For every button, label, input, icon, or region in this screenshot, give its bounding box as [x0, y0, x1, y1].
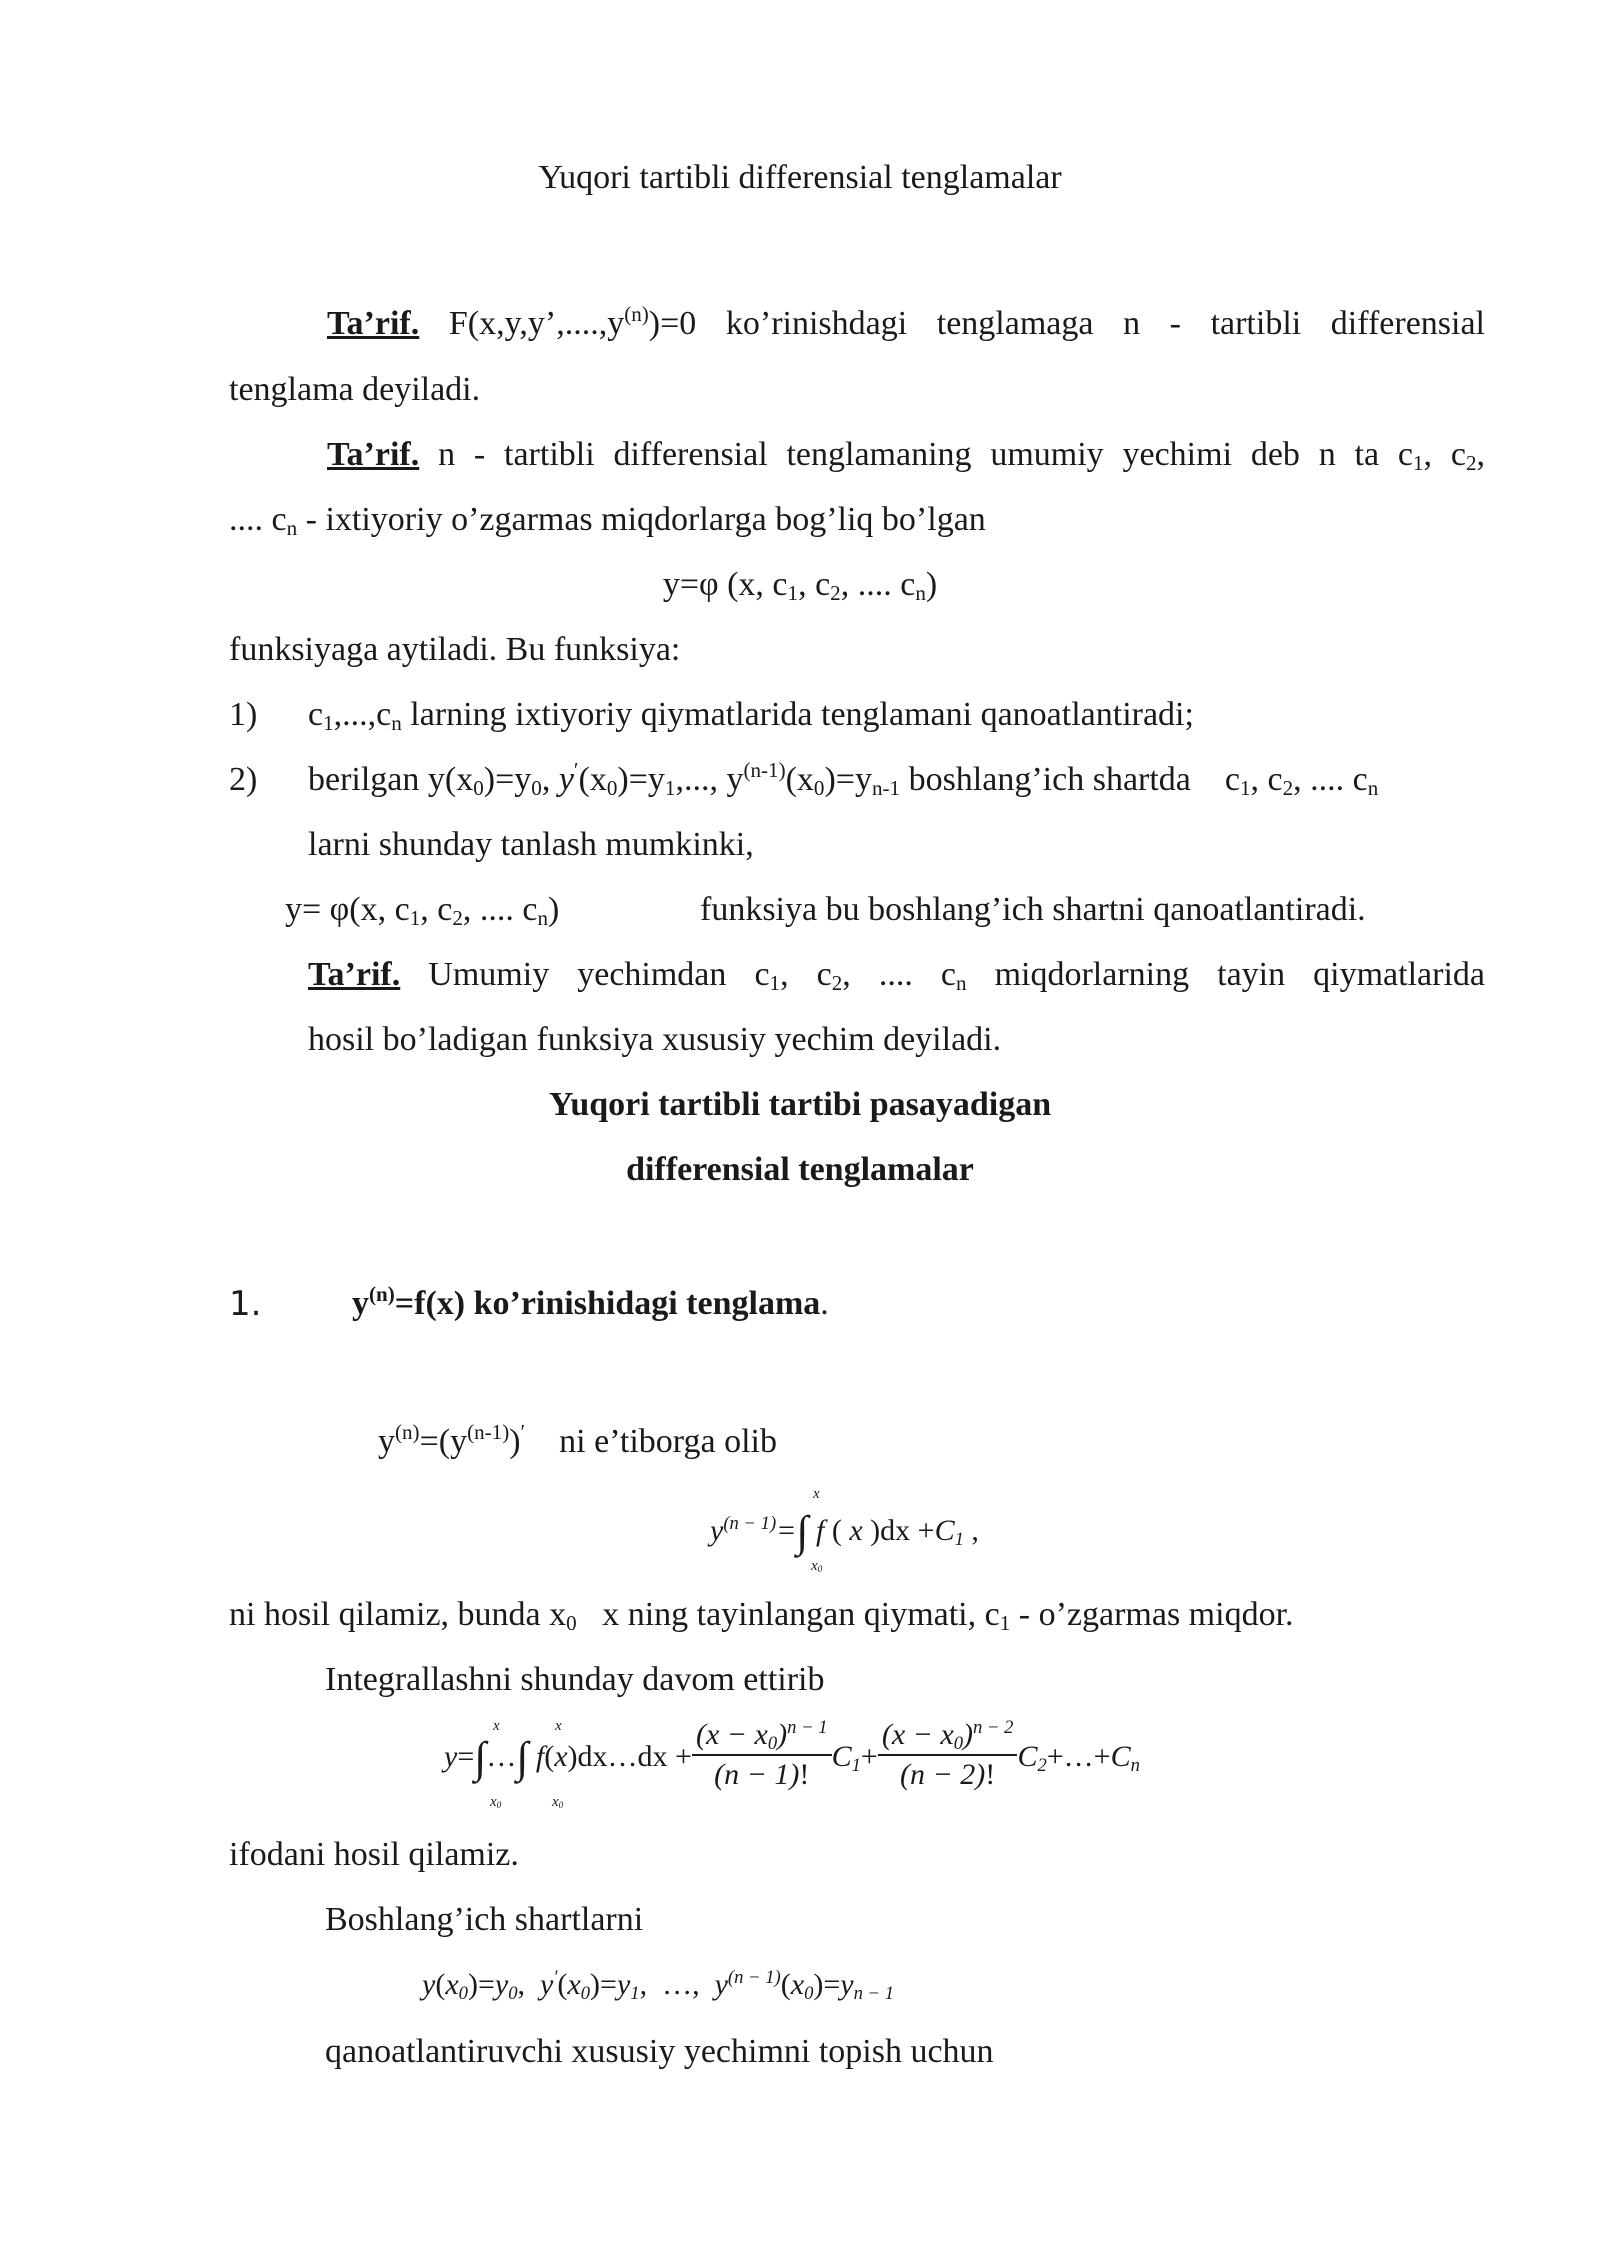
integral-upper-limit: x [493, 1718, 500, 1734]
particular-formula-text: funksiya bu boshlang’ich shartni qanoatlantiradi. [700, 891, 1366, 928]
section-title-line-2: differensial tenglamalar [626, 1151, 974, 1188]
definition-label: Ta’rif. [327, 436, 420, 473]
definition-1-line-1 [327, 304, 1485, 347]
integral-upper-limit: x [813, 1486, 820, 1502]
list-item-1-number: 1) [229, 696, 258, 733]
integral-lower-limit: $x_0$ [811, 1558, 823, 1576]
definition-1-equation: $F(x,y,y’,....,y^{(n)})=0$ [448, 302, 697, 342]
definition-3-text: Umumiy yechimdan $c_1$, $c_2$, .... $c_n$ miqdorlarning tayin qiymatlarida [428, 956, 1485, 996]
final-text: qanoatlantiruvchi xususiy yechimni topish uchun [325, 2033, 994, 2070]
result-text: ifodani hosil qilamiz. [229, 1836, 519, 1873]
integral-lower-limit: $x_0$ [490, 1794, 502, 1812]
particular-formula: y= φ(x, $c_1$, $c_2$, .... $c_n$) [285, 891, 560, 931]
fraction-2: $\frac{(x - x_0)^{n - 2}}{(n - 2)!}$ [878, 1718, 1018, 1792]
section-title-line-1: Yuqori tartibli tartibi pasayadigan [548, 1086, 1052, 1123]
definition-2-line-1 [327, 435, 1485, 478]
definition-3-line-1 [308, 955, 1485, 998]
definition-2-text: n - tartibli differensial tenglamaning umumiy yechimi deb n ta $c_1$, $c_2$, [438, 436, 1485, 476]
list-item-2-number: 2) [229, 761, 258, 798]
section-item-number: 1. [229, 1284, 262, 1324]
integral-formula-2: y=∫…∫ f(x)dx…dx + $\frac{(x - x_0)^{n - 1}}{(n - 1)!}$ $C_1+$ $\frac{(x - x_0)^{n - 2}}{(n - 2)!}$ $C_2+\dots+C_n$ [444, 1716, 1140, 1791]
definition-label: Ta’rif. [327, 305, 420, 342]
initial-conditions-formula: $y(x_0)=y_0$, $y'(x_0)=y_1$, …, $y^{(n - 1)}(x_0)=y_{n - 1}$ [422, 1966, 895, 2004]
fraction-1: $\frac{(x - x_0)^{n - 1}}{(n - 1)!}$ [692, 1718, 832, 1792]
list-item-2-text: berilgan $y(x_0)=y_0$, $y'(x_0)=y_1$,..., $y^{(n-1)}(x_0)=y_{n-1}$ boshlang’ich shartda $c_1$, $c_2$, .... $c_n$ [308, 758, 1379, 801]
definition-1-text: ko’rinishdagi tenglamaga n - tartibli differensial [725, 305, 1486, 342]
definition-2-after: funksiyaga aytiladi. Bu funksiya: [229, 631, 681, 668]
definition-1-line-2: tenglama deyiladi. [229, 371, 481, 408]
definition-label: Ta’rif. [308, 956, 401, 993]
definition-2-line-2: .... $c_n$ - ixtiyoriy o’zgarmas miqdorlarga bog’liq bo’lgan [229, 501, 986, 541]
list-item-2-line-2: larni shunday tanlash mumkinki, [308, 826, 754, 863]
list-item-1-text: $c_1,...,c_n$ larning ixtiyoriy qiymatlarida tenglamani qanoatlantiradi; [308, 696, 1194, 736]
after-integral-text: ni hosil qilamiz, bunda $x_0$ x ning tayinlangan qiymati, $c_1$ - o’zgarmas miqdor. [229, 1596, 1294, 1636]
integral-lower-limit: $x_0$ [552, 1794, 564, 1812]
general-solution-formula: y=φ (x, $c_1$, $c_2$, .... $c_n$) [662, 566, 938, 606]
document-title: Yuqori tartibli differensial tenglamalar [538, 159, 1062, 196]
integral-upper-limit: x [555, 1718, 562, 1734]
section-item-heading: $y^{(n)}=f(x)$ ko’rinishidagi tenglama. [352, 1282, 829, 1322]
initial-conditions-text: Boshlang’ich shartlarni [325, 1901, 644, 1938]
definition-3-line-2: hosil bo’ladigan funksiya xususiy yechim deyiladi. [308, 1021, 1002, 1058]
integral-formula-1: $y^{(n - 1)}=\int$ f ( x )$dx +C_1$ , [710, 1507, 979, 1556]
continue-text: Integrallashni shunday davom ettirib [325, 1661, 825, 1698]
derivative-note: $y^{(n)}=(y^{(n-1)})'$ ni e’tiborga olib [378, 1420, 778, 1460]
